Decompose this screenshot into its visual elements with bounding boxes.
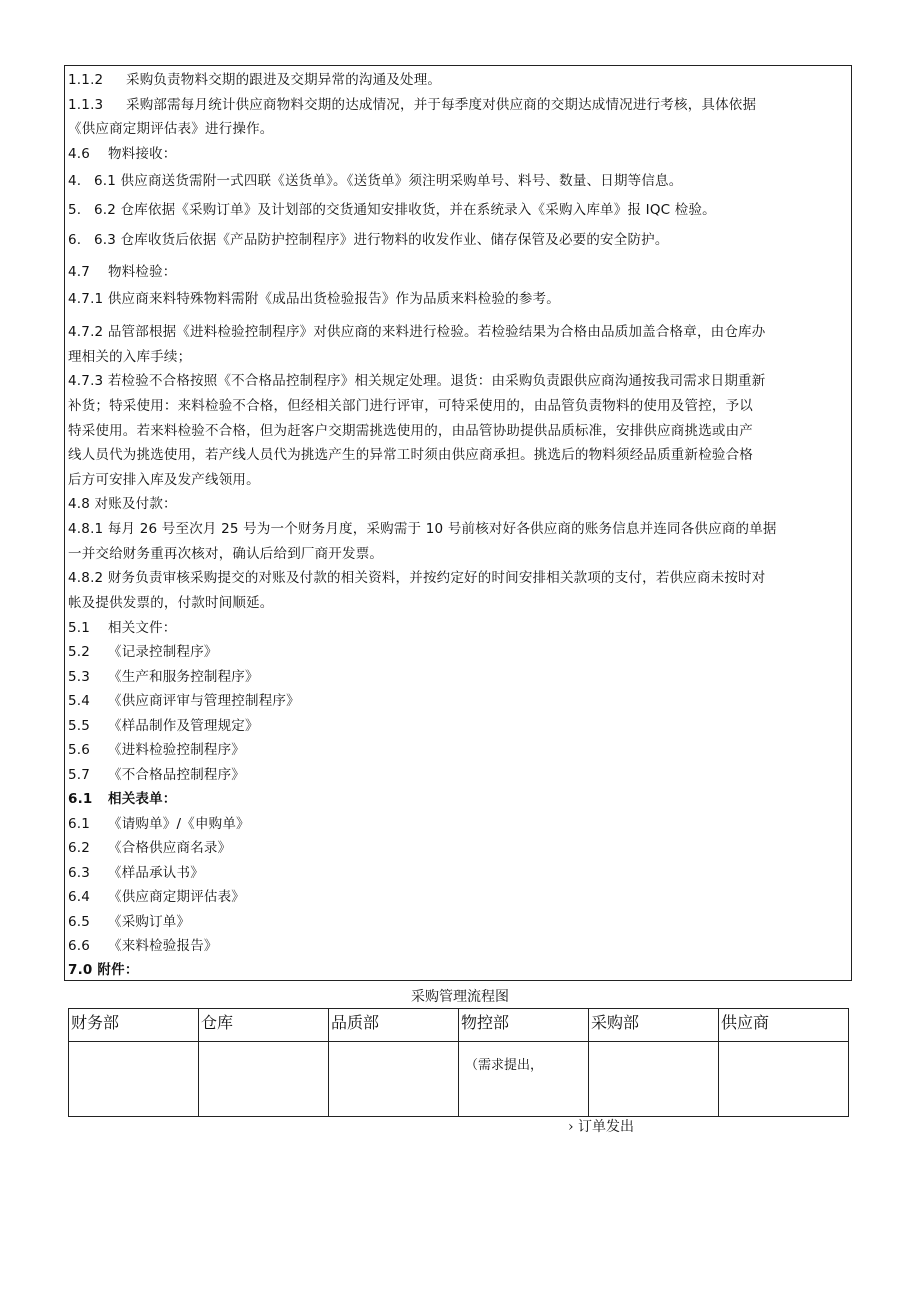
doc-line: 4.8 对账及付款： xyxy=(68,496,177,512)
lane-cell xyxy=(459,1042,589,1117)
doc-line: 6.3 《样品承认书》 xyxy=(68,865,204,881)
doc-line: 6.1 相关表单： xyxy=(68,791,177,807)
doc-line: 4.6 物料接收： xyxy=(68,146,177,162)
doc-line: 5.3 《生产和服务控制程序》 xyxy=(68,669,259,685)
doc-line: 后方可安排入库及发产线领用。 xyxy=(68,472,260,488)
flowchart-header-row xyxy=(69,1009,849,1042)
flowchart-body-row xyxy=(69,1042,849,1117)
doc-line: 6.4 《供应商定期评估表》 xyxy=(68,889,245,905)
doc-line: 1.1.3 采购部需每月统计供应商物料交期的达成情况，并于每季度对供应商的交期达成情况进行考核，具体依据 xyxy=(68,97,757,113)
doc-line: 5.4 《供应商评审与管理控制程序》 xyxy=(68,693,300,709)
doc-line: 帐及提供发票的，付款时间顺延。 xyxy=(68,595,274,611)
doc-line: 4.7.2 品管部根据《进料检验控制程序》对供应商的来料进行检验。若检验结果为合格由品质加盖合格章，由仓库办 xyxy=(68,324,766,340)
doc-line: 补货；特采使用：来料检验不合格，但经相关部门进行评审，可特采使用的，由品管负责物料的使用及管控，予以 xyxy=(68,398,753,414)
doc-line: 4.8.1 每月 26 号至次月 25 号为一个财务月度，采购需于 10 号前核对好各供应商的账务信息并连同各供应商的单据 xyxy=(68,521,777,537)
doc-line: 4.7.1 供应商来料特殊物料需附《成品出货检验报告》作为品质来料检验的参考。 xyxy=(68,291,560,307)
doc-line: 1.1.2 采购负责物料交期的跟进及交期异常的沟通及处理。 xyxy=(68,72,442,88)
doc-line: 5. 6.2 仓库依据《采购订单》及计划部的交货通知安排收货，并在系统录入《采购入库单》报 IQC 检验。 xyxy=(68,202,716,218)
column-header: 仓库 xyxy=(199,1009,329,1042)
doc-line: 5.1 相关文件： xyxy=(68,620,177,636)
doc-line: 4.8.2 财务负责审核采购提交的对账及付款的相关资料，并按约定好的时间安排相关款项的支付，若供应商未按时对 xyxy=(68,570,766,586)
doc-line: 5.6 《进料检验控制程序》 xyxy=(68,742,245,758)
doc-line: 理相关的入库手续； xyxy=(68,349,192,365)
flow-step-note: （需求提出， xyxy=(465,1058,544,1073)
flow-step-note: › 订单发出 xyxy=(568,1119,635,1135)
lane-cell xyxy=(199,1042,329,1117)
lane-cell xyxy=(329,1042,459,1117)
doc-line: 4. 6.1 供应商送货需附一式四联《送货单》。《送货单》须注明采购单号、料号、数量、日期等信息。 xyxy=(68,173,683,189)
column-header: 供应商 xyxy=(719,1009,849,1042)
flowchart-table xyxy=(68,1008,849,1117)
doc-line: 4.7.3 若检验不合格按照《不合格品控制程序》相关规定处理。退货：由采购负责跟供应商沟通按我司需求日期重新 xyxy=(68,373,766,389)
doc-line: 《供应商定期评估表》进行操作。 xyxy=(68,121,274,137)
doc-line: 特采使用。若来料检验不合格，但为赶客户交期需挑选使用的，由品管协助提供品质标准，安排供应商挑选或由产 xyxy=(68,423,753,439)
doc-line: 6.1 《请购单》/《申购单》 xyxy=(68,816,250,832)
doc-line: 一并交给财务重再次核对，确认后给到厂商开发票。 xyxy=(68,546,384,562)
column-header: 财务部 xyxy=(69,1009,199,1042)
column-header: 品质部 xyxy=(329,1009,459,1042)
doc-line: 7.0 附件： xyxy=(68,962,139,978)
doc-line: 5.7 《不合格品控制程序》 xyxy=(68,767,245,783)
doc-line: 5.5 《样品制作及管理规定》 xyxy=(68,718,259,734)
doc-line: 6. 6.3 仓库收货后依据《产品防护控制程序》进行物料的收发作业、储存保管及必要的安全防护。 xyxy=(68,232,669,248)
doc-line: 6.2 《合格供应商名录》 xyxy=(68,840,232,856)
lane-cell xyxy=(69,1042,199,1117)
doc-line: 线人员代为挑选使用，若产线人员代为挑选产生的异常工时须由供应商承担。挑选后的物料须经品质重新检验合格 xyxy=(68,447,753,463)
doc-line: 4.7 物料检验： xyxy=(68,264,177,280)
column-header: 物控部 xyxy=(459,1009,589,1042)
lane-cell xyxy=(719,1042,849,1117)
doc-line: 6.6 《来料检验报告》 xyxy=(68,938,218,954)
doc-line: 5.2 《记录控制程序》 xyxy=(68,644,218,660)
doc-line: 6.5 《采购订单》 xyxy=(68,914,191,930)
column-header: 采购部 xyxy=(589,1009,719,1042)
lane-cell xyxy=(589,1042,719,1117)
flowchart-title: 采购管理流程图 xyxy=(411,989,509,1005)
